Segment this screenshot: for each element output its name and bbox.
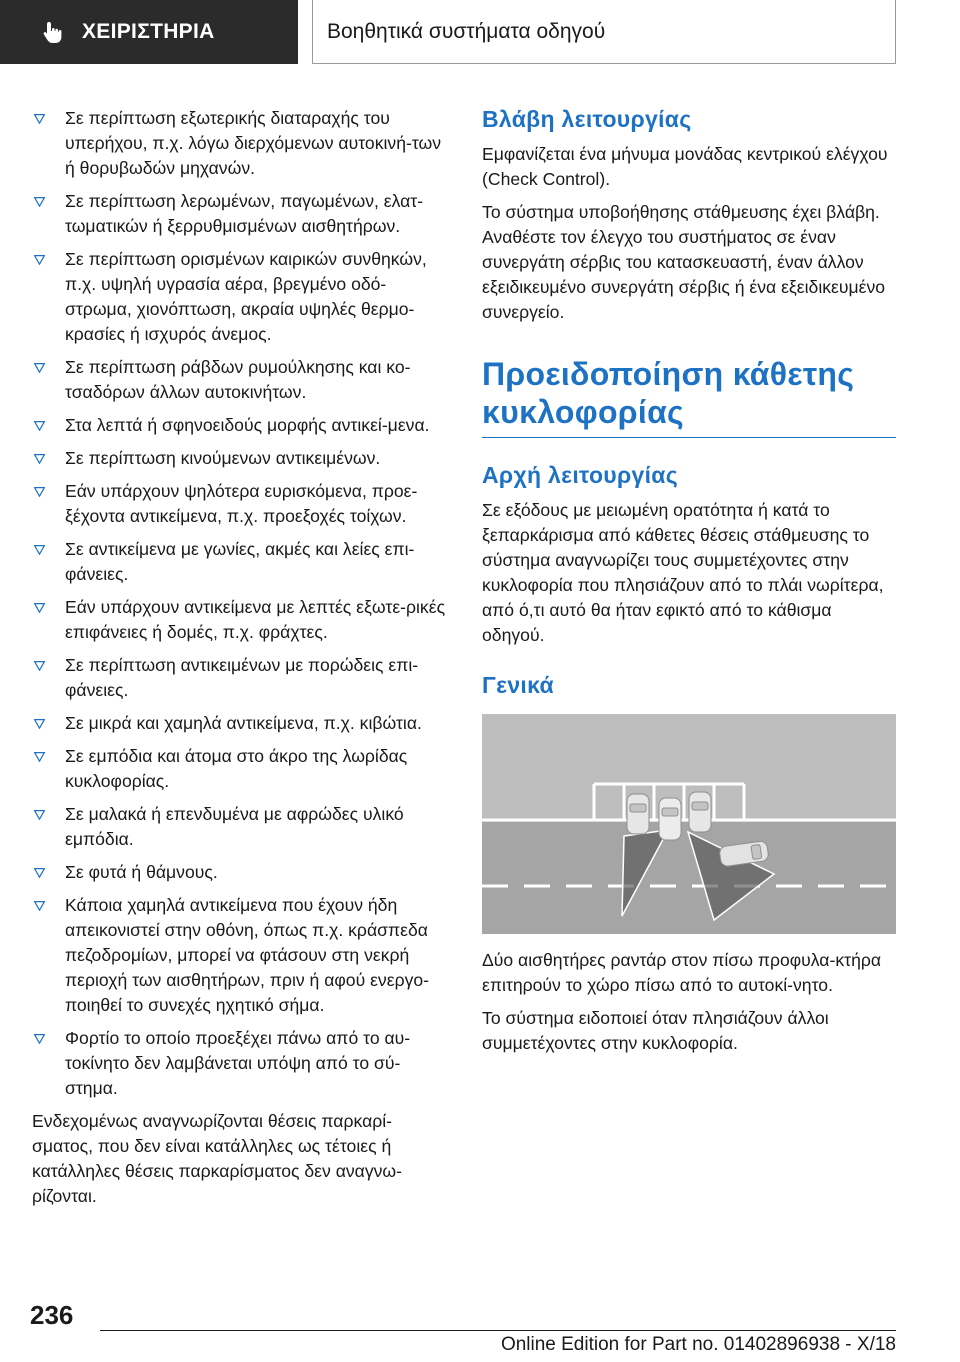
list-item (32, 595, 452, 645)
list-item (32, 247, 452, 347)
list-item (32, 744, 452, 794)
list-item-text: Σε περίπτωση λερωμένων, παγωμένων, ελατ-τωματικών ή ξερρυθμισμένων αισθητήρων. (65, 191, 424, 236)
list-item-text: Σε περίπτωση εξωτερικής διαταραχής του υπερήχου, π.χ. λόγω διερχόμενων αυτοκινή-των ή θορυβωδών μηχανών. (65, 108, 442, 178)
list-item-text: Σε περίπτωση κινούμενων αντικειμένων. (65, 448, 381, 468)
list-item (32, 537, 452, 587)
list-item-text: Σε μαλακά ή επενδυμένα με αφρώδες υλικό εμπόδια. (65, 804, 404, 849)
triangle-bullet-icon (34, 421, 45, 431)
cross-traffic-illustration (482, 714, 896, 934)
list-item-text: Σε εμπόδια και άτομα στο άκρο της λωρίδας κυκλοφορίας. (65, 746, 408, 791)
triangle-bullet-icon (34, 363, 45, 373)
hand-pointer-icon (40, 19, 66, 45)
list-item-text: Σε περίπτωση ορισμένων καιρικών συνθηκών, π.χ. υψηλή υγρασία αέρα, βρεγμένο οδό-στρωμα, χιονόπτωση, ακραία υψηλές θερμο-κρασίες ή ισχυρός άνεμος. (65, 249, 427, 344)
malfunction-paragraph-1: Εμφανίζεται ένα μήνυμα μονάδας κεντρικού ελέγχου (Check Control). (482, 144, 888, 189)
general-paragraph-2: Το σύστημα ειδοποιεί όταν πλησιάζουν άλλοι συμμετέχοντες στην κυκλοφορία. (482, 1008, 829, 1053)
chapter-tab (0, 0, 298, 64)
triangle-bullet-icon (34, 603, 45, 613)
triangle-bullet-icon (34, 1034, 45, 1044)
list-item-text: Φορτίο το οποίο προεξέχει πάνω από το αυ-τοκίνητο δεν λαμβάνεται υπόψη από το σύ-στημα. (65, 1028, 411, 1098)
list-item (32, 446, 452, 471)
list-item (32, 106, 452, 181)
principle-paragraph: Σε εξόδους με μειωμένη ορατότητα ή κατά το ξεπαρκάρισμα από κάθετες θέσεις στάθμευσης το σύστημα αναγνωρίζει τους συμμετέχοντες στην κυκλοφορία που πλησιάζουν από το πλάι νωρίτερα, από ό,τι αυτό θα ήταν εφικτό από το κάθισμα οδηγού. (482, 500, 884, 645)
cross-traffic-title: Προειδοποίηση κάθετης κυκλοφορίας (482, 356, 855, 430)
principle-heading: Αρχή λειτουργίας (482, 462, 678, 488)
triangle-bullet-icon (34, 197, 45, 207)
triangle-bullet-icon (34, 901, 45, 911)
closing-paragraph: Ενδεχομένως αναγνωρίζονται θέσεις παρκαρί-σματος, που δεν είναι κατάλληλες ως τέτοιες ή κατάλληλες θέσεις παρκαρίσματος δεν αναγνω-ρίζονται. (32, 1111, 403, 1206)
right-column (482, 100, 896, 1064)
list-item (32, 860, 452, 885)
malfunction-heading: Βλάβη λειτουργίας (482, 106, 692, 132)
triangle-bullet-icon (34, 868, 45, 878)
triangle-bullet-icon (34, 752, 45, 762)
triangle-bullet-icon (34, 661, 45, 671)
edition-note: Online Edition for Part no. 01402896938 - X/18 (500, 1334, 896, 1355)
list-item-text: Σε περίπτωση αντικειμένων με πορώδεις επι-φάνειες. (65, 655, 419, 700)
list-item-text: Κάποια χαμηλά αντικείμενα που έχουν ήδη απεικονιστεί στην οθόνη, όπως π.χ. κράσπεδα πεζοδρομίων, μπορεί να φτάσουν στη νεκρή περιοχή των αισθητήρων, πριν ή αφού ενεργο-ποιηθεί το συνεχές ηχητικό σήμα. (65, 895, 430, 1015)
list-item (32, 893, 452, 1018)
list-item-text: Σε φυτά ή θάμνους. (65, 862, 218, 882)
triangle-bullet-icon (34, 810, 45, 820)
general-heading: Γενικά (482, 672, 554, 698)
footer-divider (100, 1330, 896, 1331)
triangle-bullet-icon (34, 255, 45, 265)
malfunction-paragraph-2: Το σύστημα υποβοήθησης στάθμευσης έχει βλάβη. Αναθέστε τον έλεγχο του συστήματος σε έναν συνεργάτη σέρβις του κατασκευαστή, έναν άλλον εξειδικευμένο συνεργάτη σέρβις ή ένα εξειδικευμένο συνεργείο. (482, 202, 886, 322)
triangle-bullet-icon (34, 114, 45, 124)
list-item (32, 189, 452, 239)
list-item-text: Σε μικρά και χαμηλά αντικείμενα, π.χ. κιβώτια. (65, 713, 422, 733)
list-item (32, 355, 452, 405)
triangle-bullet-icon (34, 454, 45, 464)
limitations-list (32, 106, 452, 1101)
list-item (32, 1026, 452, 1101)
list-item (32, 711, 452, 736)
list-item-text: Εάν υπάρχουν ψηλότερα ευρισκόμενα, προε-ξέχοντα αντικείμενα, π.χ. προεξοχές τοίχων. (65, 481, 418, 526)
list-item-text: Σε περίπτωση ράβδων ρυμούλκησης και κο-τσαδόρων άλλων αυτοκινήτων. (65, 357, 411, 402)
list-item (32, 479, 452, 529)
triangle-bullet-icon (34, 719, 45, 729)
list-item (32, 802, 452, 852)
page-number: 236 (30, 1300, 74, 1330)
section-title: Βοηθητικά συστήματα οδηγού (312, 0, 896, 64)
triangle-bullet-icon (34, 487, 45, 497)
chapter-title: ΧΕΙΡΙΣΤΗΡΙΑ (82, 20, 215, 43)
list-item-text: Στα λεπτά ή σφηνοειδούς μορφής αντικεί-μενα. (65, 415, 430, 435)
list-item (32, 653, 452, 703)
list-item (32, 413, 452, 438)
triangle-bullet-icon (34, 545, 45, 555)
section-title-block (482, 355, 896, 438)
left-column (32, 106, 452, 1217)
general-paragraph-1: Δύο αισθητήρες ραντάρ στον πίσω προφυλα-κτήρα επιτηρούν το χώρο πίσω από το αυτοκί-νητο. (482, 950, 882, 995)
list-item-text: Σε αντικείμενα με γωνίες, ακμές και λείες επι-φάνειες. (65, 539, 415, 584)
list-item-text: Εάν υπάρχουν αντικείμενα με λεπτές εξωτε-ρικές επιφάνειες ή δομές, π.χ. φράχτες. (65, 597, 446, 642)
